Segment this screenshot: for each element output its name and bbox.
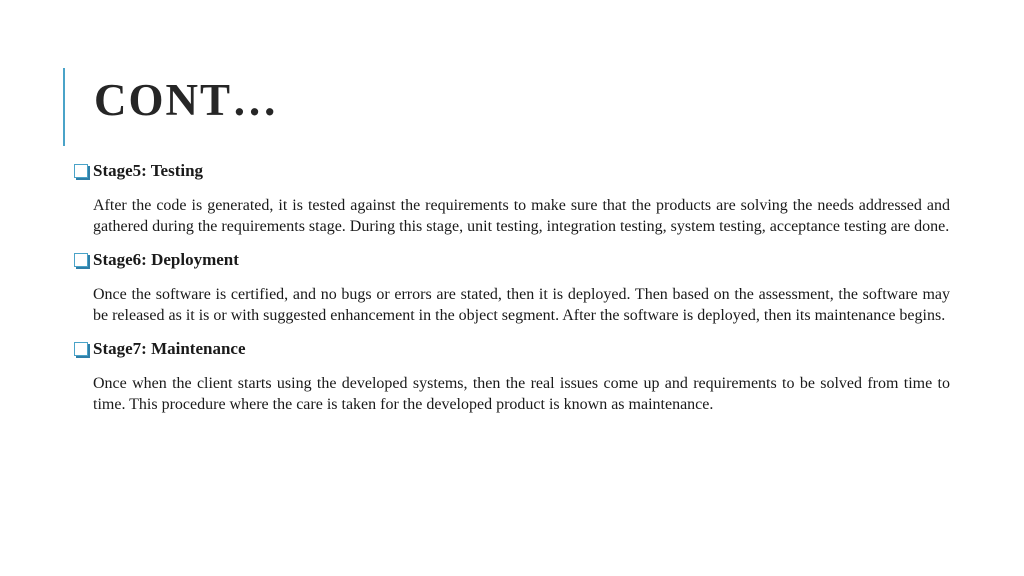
section-stage6 bbox=[74, 249, 950, 326]
title-accent-bar bbox=[63, 68, 65, 146]
section-heading-label: Stage7: Maintenance bbox=[93, 339, 246, 358]
section-heading bbox=[74, 160, 950, 182]
section-stage7 bbox=[74, 338, 950, 415]
section-paragraph: Once when the client starts using the developed systems, then the real issues come up and requirements to be solved from time to time. This procedure where the care is taken for the developed product is known as maintenance. bbox=[93, 375, 950, 413]
square-bullet-icon bbox=[74, 164, 88, 178]
section-heading bbox=[74, 338, 950, 360]
slide-content bbox=[74, 160, 950, 427]
section-stage5 bbox=[74, 160, 950, 237]
square-bullet-icon bbox=[74, 342, 88, 356]
section-heading bbox=[74, 249, 950, 271]
section-paragraph: After the code is generated, it is tested against the requirements to make sure that the products are solving the needs addressed and gathered during the requirements stage. During this stage, unit testing, integration testing, system testing, acceptance testing are done. bbox=[93, 197, 950, 235]
slide-title: CONT… bbox=[94, 75, 280, 125]
section-heading-label: Stage5: Testing bbox=[93, 161, 204, 180]
section-heading-label: Stage6: Deployment bbox=[93, 250, 239, 269]
section-paragraph: Once the software is certified, and no bugs or errors are stated, then it is deployed. Then based on the assessment, the software may be released as it is or with suggested enhancement in the object segment. After the software is deployed, then its maintenance begins. bbox=[93, 286, 950, 324]
square-bullet-icon bbox=[74, 253, 88, 267]
